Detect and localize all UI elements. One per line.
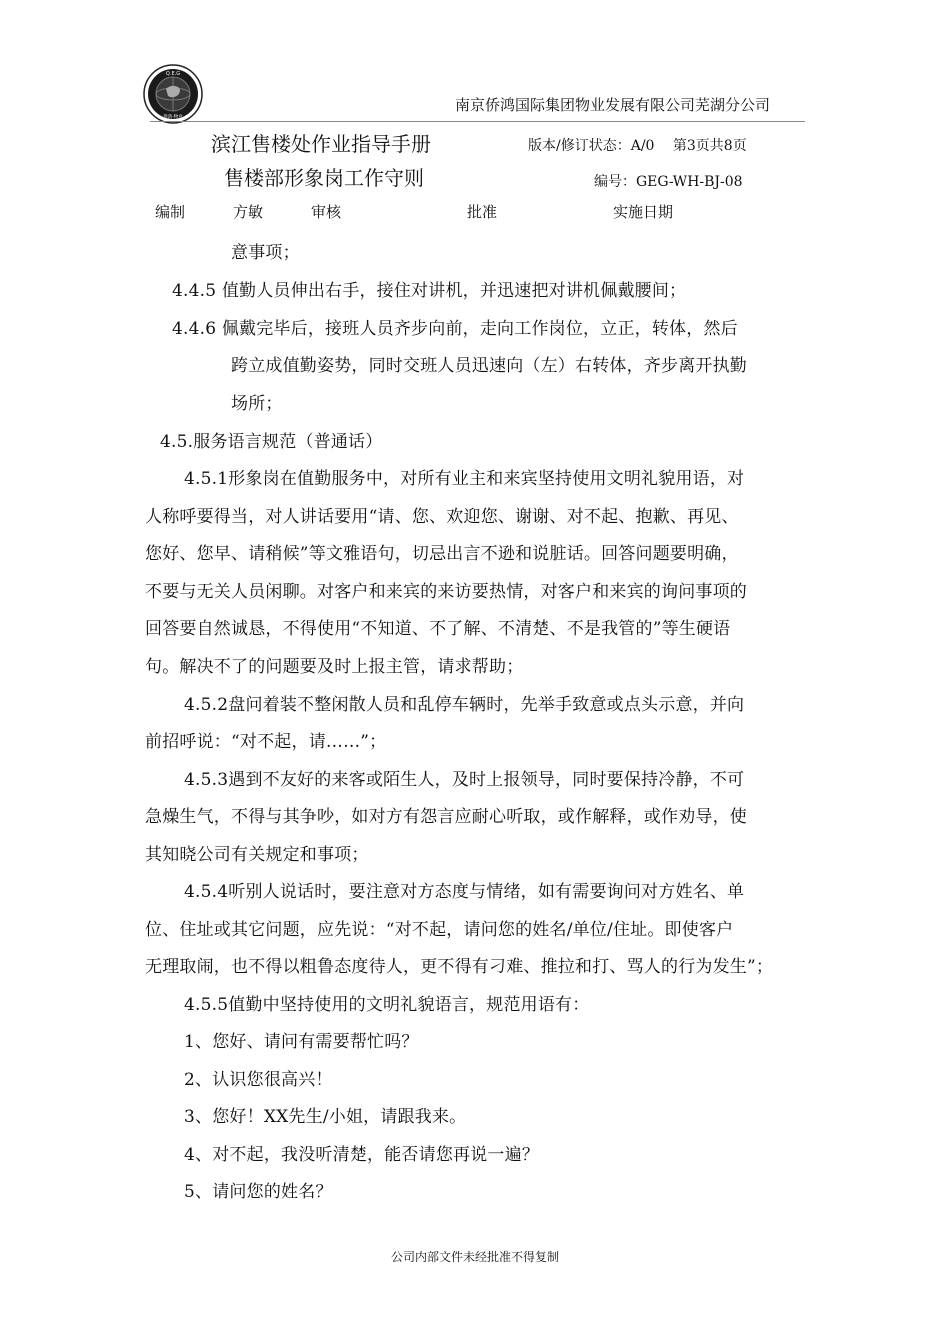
page-footer: 公司内部文件未经批准不得复制 — [390, 1250, 559, 1264]
header-divider — [150, 121, 805, 122]
effective-date-label: 实施日期 — [613, 203, 674, 221]
body-line: 4.5.5值勤中坚持使用的文明礼貌语言，规范用语有： — [184, 995, 590, 1015]
company-logo — [142, 64, 204, 124]
manual-title: 滨江售楼处作业指导手册 — [211, 132, 431, 156]
body-line: 其知晓公司有关规定和事项； — [145, 845, 369, 865]
list-item: 4、对不起，我没听清楚，能否请您再说一遍？ — [184, 1145, 540, 1165]
body-line: 场所； — [231, 394, 283, 414]
review-label: 审核 — [311, 203, 342, 221]
body-line: 跨立成值勤姿势，同时交班人员迅速向（左）右转体，齐步离开执勤 — [231, 356, 747, 376]
list-item: 5、请问您的姓名？ — [184, 1182, 333, 1202]
body-line: 4.4.5 值勤人员伸出右手，接住对讲机，并迅速把对讲机佩戴腰间； — [172, 281, 687, 301]
body-line: 无理取闹，也不得以粗鲁态度待人，更不得有刁难、推拉和打、骂人的行为发生”； — [145, 957, 774, 977]
body-line: 4.5.3遇到不友好的来客或陌生人，及时上报领导，同时要保持冷静，不可 — [184, 770, 745, 790]
body-line: 4.5.1形象岗在值勤服务中，对所有业主和来宾坚持使用文明礼貌用语，对 — [184, 469, 745, 489]
body-line: 4.5.2盘问着装不整闲散人员和乱停车辆时，先举手致意或点头示意，并向 — [184, 695, 745, 715]
logo-text-bottom: 侨鸿·物业 — [163, 115, 183, 120]
body-line: 不要与无关人员闲聊。对客户和来宾的来访要热情，对客户和来宾的询问事项的 — [145, 582, 747, 602]
compiled-by: 方敏 — [233, 203, 264, 221]
list-item: 1、您好、请问有需要帮忙吗？ — [184, 1032, 419, 1052]
body-line: 4.4.6 佩戴完毕后，接班人员齐步向前，走向工作岗位，立正，转体，然后 — [172, 319, 738, 339]
version-info: 版本/修订状态：A/0 第3页共8页 — [528, 138, 747, 154]
logo-text-top: Q.E.G — [165, 71, 181, 77]
body-line: 前招呼说：“对不起，请……”； — [145, 732, 387, 752]
compiled-label: 编制 — [155, 203, 186, 221]
section-heading: 4.5.服务语言规范（普通话） — [160, 432, 383, 452]
list-item: 2、认识您很高兴！ — [184, 1070, 333, 1090]
body-line: 人称呼要得当，对人讲话要用“请、您、欢迎您、谢谢、对不起、抱歉、再见、 — [145, 507, 739, 527]
body-line: 您好、您早、请稍候”等文雅语句，切忌出言不逊和说脏话。回答问题要明确， — [145, 544, 739, 564]
body-line: 急燥生气，不得与其争吵，如对方有怨言应耐心听取，或作解释，或作劝导，使 — [145, 807, 747, 827]
body-line: 位、住址或其它问题，应先说：“对不起，请问您的姓名/单位/住址。即使客户 — [145, 920, 734, 940]
approve-label: 批准 — [467, 203, 498, 221]
body-line: 4.5.4听别人说话时，要注意对方态度与情绪，如有需要询问对方姓名、单 — [184, 882, 745, 902]
company-name: 南京侨鸿国际集团物业发展有限公司芜湖分公司 — [455, 96, 771, 114]
list-item: 3、您好！XX先生/小姐，请跟我来。 — [184, 1107, 467, 1127]
document-number: 编号：GEG-WH-BJ-08 — [594, 174, 743, 190]
body-line: 句。解决不了的问题要及时上报主管，请求帮助； — [145, 657, 524, 677]
body-line: 回答要自然诚恳，不得使用“不知道、不了解、不清楚、不是我管的”等生硬语 — [145, 619, 731, 639]
body-line: 意事项； — [231, 243, 300, 263]
document-title: 售楼部形象岗工作守则 — [224, 166, 424, 190]
